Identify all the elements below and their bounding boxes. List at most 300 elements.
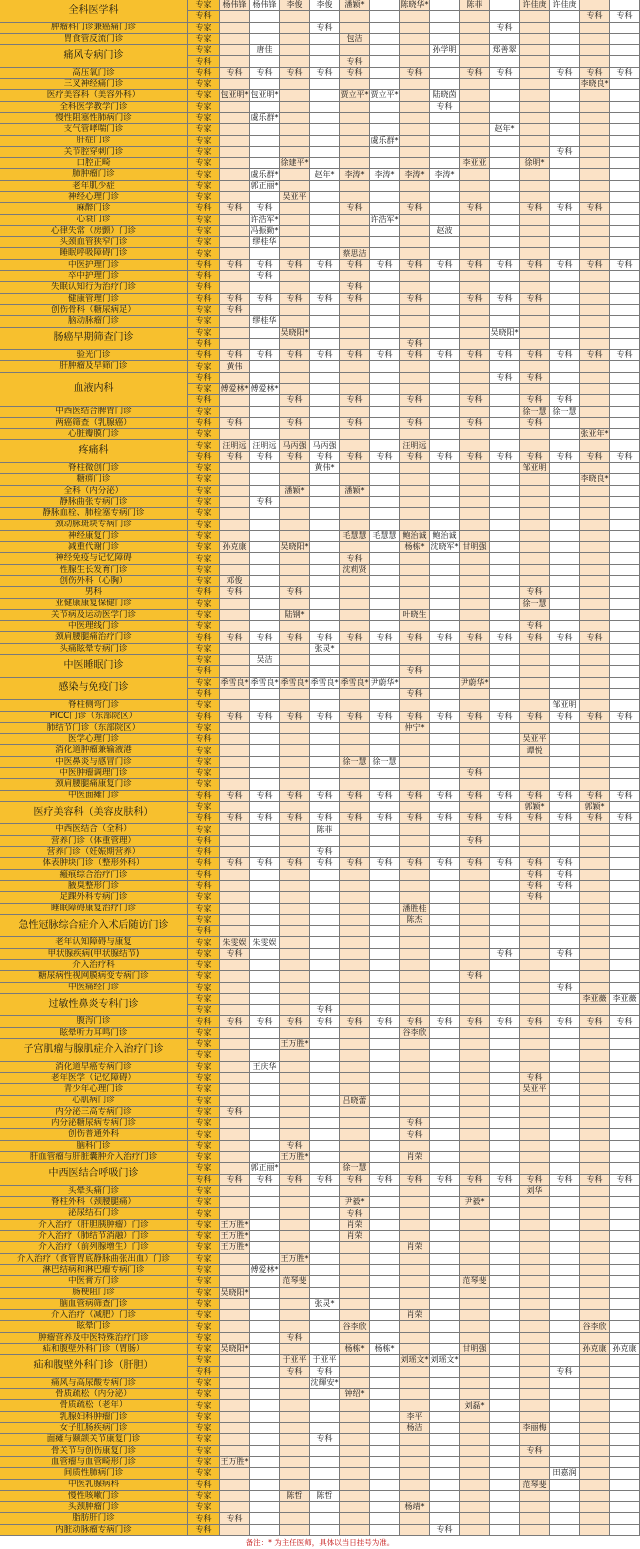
department-name: 高压氧门诊 [0, 68, 188, 79]
schedule-cell [370, 1355, 400, 1366]
schedule-cell [220, 1468, 250, 1479]
schedule-cell [610, 847, 640, 858]
schedule-cell: 专科 [430, 1175, 460, 1186]
schedule-cell: 谷李欣 [340, 1321, 370, 1332]
schedule-cell [460, 1039, 490, 1050]
schedule-cell: 专科 [280, 418, 310, 429]
schedule-cell [400, 158, 430, 169]
schedule-cell [340, 870, 370, 881]
schedule-cell [520, 497, 550, 508]
schedule-cell [520, 1118, 550, 1129]
schedule-cell [550, 1389, 580, 1400]
schedule-cell: 专科 [220, 1016, 250, 1027]
schedule-cell [250, 915, 280, 926]
schedule-cell: 专科 [610, 712, 640, 723]
schedule-cell [310, 745, 340, 756]
schedule-cell [340, 1141, 370, 1152]
schedule-cell [400, 45, 430, 56]
schedule-cell [520, 836, 550, 847]
schedule-cell [370, 1288, 400, 1299]
schedule-cell [610, 407, 640, 418]
schedule-cell [220, 1276, 250, 1287]
schedule-cell [370, 395, 400, 406]
schedule-cell [430, 1118, 460, 1129]
schedule-cell [430, 768, 460, 779]
schedule-cell: 张灵* [310, 644, 340, 655]
schedule-cell [340, 361, 370, 372]
schedule-cell: 孙克康 [610, 1344, 640, 1355]
schedule-cell [310, 1321, 340, 1332]
schedule-cell [580, 136, 610, 147]
clinic-type: 专家 [188, 1129, 220, 1140]
schedule-cell: 专科 [490, 68, 520, 79]
schedule-cell [280, 520, 310, 531]
schedule-cell [370, 192, 400, 203]
schedule-cell: 专科 [610, 1175, 640, 1186]
schedule-cell [490, 689, 520, 700]
schedule-cell [250, 1480, 280, 1491]
schedule-cell: 冯振勤* [250, 226, 280, 237]
schedule-cell [550, 655, 580, 666]
schedule-cell [340, 1062, 370, 1073]
schedule-cell [430, 1073, 460, 1084]
schedule-cell [460, 700, 490, 711]
schedule-cell [370, 1242, 400, 1253]
clinic-type: 专家 [188, 192, 220, 203]
schedule-cell [460, 316, 490, 327]
schedule-cell: 杨栋* [340, 1344, 370, 1355]
schedule-cell [280, 892, 310, 903]
schedule-cell [580, 271, 610, 282]
schedule-cell [550, 520, 580, 531]
clinic-type: 专家 [188, 1457, 220, 1468]
schedule-cell [370, 994, 400, 1005]
schedule-cell [340, 779, 370, 790]
schedule-cell [580, 1096, 610, 1107]
schedule-cell: 专科 [400, 339, 430, 350]
schedule-cell [400, 1378, 430, 1389]
schedule-cell [280, 181, 310, 192]
schedule-cell [490, 644, 520, 655]
schedule-cell [490, 768, 520, 779]
schedule-cell: 潘胜桂 [400, 904, 430, 915]
schedule-cell [400, 282, 430, 293]
schedule-cell [610, 1423, 640, 1434]
schedule-cell [280, 373, 310, 384]
schedule-cell [550, 1276, 580, 1287]
schedule-cell [280, 1288, 310, 1299]
clinic-type: 专家 [188, 508, 220, 519]
schedule-cell [580, 373, 610, 384]
schedule-cell [220, 328, 250, 339]
schedule-cell [250, 34, 280, 45]
schedule-cell [220, 1299, 250, 1310]
department-name: 中西医结合（全科） [0, 824, 188, 835]
schedule-cell [250, 1412, 280, 1423]
schedule-cell: 徐一慧 [550, 407, 580, 418]
schedule-cell [370, 937, 400, 948]
schedule-cell [280, 994, 310, 1005]
schedule-cell [340, 474, 370, 485]
schedule-cell: 专科 [280, 350, 310, 361]
schedule-cell [280, 497, 310, 508]
schedule-cell [490, 1491, 520, 1502]
schedule-cell [400, 474, 430, 485]
schedule-cell [370, 34, 400, 45]
schedule-cell [520, 1288, 550, 1299]
schedule-cell [310, 576, 340, 587]
clinic-type: 专家 [188, 937, 220, 948]
schedule-cell: 专科 [460, 68, 490, 79]
schedule-cell [610, 1096, 640, 1107]
schedule-cell: 专科 [490, 373, 520, 384]
schedule-cell: 季雪良* [220, 678, 250, 689]
schedule-cell: 专科 [340, 294, 370, 305]
schedule-cell [340, 407, 370, 418]
schedule-cell [490, 339, 520, 350]
schedule-cell [580, 486, 610, 497]
schedule-cell [490, 1400, 520, 1411]
schedule-cell [400, 553, 430, 564]
schedule-cell: 专科 [460, 260, 490, 271]
schedule-cell: 专科 [280, 632, 310, 643]
department-name: 腹泻门诊 [0, 1016, 188, 1027]
schedule-cell [580, 926, 610, 937]
department-name: 介入治疗（食管胃底静脉曲张出血）门诊 [0, 1254, 188, 1265]
schedule-cell [610, 1186, 640, 1197]
schedule-cell [580, 181, 610, 192]
schedule-cell [220, 599, 250, 610]
schedule-cell [340, 971, 370, 982]
schedule-cell [250, 395, 280, 406]
schedule-cell [520, 215, 550, 226]
schedule-cell [550, 666, 580, 677]
schedule-cell [400, 802, 430, 813]
schedule-cell: 毛慧慧 [370, 531, 400, 542]
schedule-cell [370, 497, 400, 508]
schedule-cell [490, 960, 520, 971]
clinic-type: 专家 [188, 1254, 220, 1265]
schedule-cell: 专科 [400, 452, 430, 463]
schedule-cell [490, 779, 520, 790]
schedule-cell [250, 542, 280, 553]
schedule-cell: 专科 [400, 858, 430, 869]
schedule-cell: 专科 [280, 858, 310, 869]
schedule-cell: 专科 [490, 632, 520, 643]
schedule-cell [400, 599, 430, 610]
schedule-cell [580, 23, 610, 34]
schedule-cell [220, 666, 250, 677]
schedule-cell [220, 1378, 250, 1389]
schedule-cell [430, 474, 460, 485]
clinic-type: 专科 [188, 339, 220, 350]
schedule-cell [250, 158, 280, 169]
schedule-cell: 季雪良* [250, 678, 280, 689]
schedule-cell [220, 1050, 250, 1061]
schedule-cell [280, 779, 310, 790]
schedule-cell: 专科 [280, 1016, 310, 1027]
schedule-cell [550, 1186, 580, 1197]
schedule-cell [580, 520, 610, 531]
schedule-cell [340, 994, 370, 1005]
clinic-type: 专科 [188, 282, 220, 293]
schedule-cell [340, 1288, 370, 1299]
schedule-cell [610, 45, 640, 56]
department-name: 医疗美容科（美容外科） [0, 90, 188, 101]
schedule-cell [520, 1152, 550, 1163]
clinic-type: 专家 [188, 124, 220, 135]
schedule-cell [340, 1084, 370, 1095]
schedule-cell [520, 1299, 550, 1310]
schedule-cell: 专科 [430, 1525, 460, 1536]
schedule-cell [430, 1468, 460, 1479]
schedule-cell [490, 587, 520, 598]
schedule-cell [250, 1434, 280, 1445]
schedule-cell [250, 1344, 280, 1355]
schedule-cell: 专科 [430, 102, 460, 113]
schedule-cell [250, 361, 280, 372]
schedule-cell [610, 632, 640, 643]
schedule-cell [430, 248, 460, 259]
schedule-cell [580, 553, 610, 564]
schedule-cell [370, 870, 400, 881]
schedule-cell [490, 1163, 520, 1174]
schedule-cell [310, 520, 340, 531]
schedule-cell [250, 1050, 280, 1061]
schedule-cell [520, 45, 550, 56]
schedule-cell [610, 79, 640, 90]
schedule-cell [430, 587, 460, 598]
schedule-cell [250, 531, 280, 542]
department-name: 脂肪肝门诊 [0, 1513, 188, 1524]
schedule-cell [220, 102, 250, 113]
schedule-cell [580, 971, 610, 982]
schedule-cell: 专科 [430, 350, 460, 361]
schedule-cell [610, 858, 640, 869]
schedule-cell [280, 23, 310, 34]
schedule-cell [610, 553, 640, 564]
schedule-cell [340, 147, 370, 158]
schedule-cell [430, 1434, 460, 1445]
schedule-cell [610, 34, 640, 45]
schedule-cell: 专科 [250, 68, 280, 79]
schedule-cell [280, 384, 310, 395]
schedule-cell: 尹蔚华* [460, 678, 490, 689]
schedule-cell [280, 305, 310, 316]
schedule-cell [400, 960, 430, 971]
schedule-cell [610, 678, 640, 689]
clinic-type: 专家 [188, 1073, 220, 1084]
schedule-cell: 专科 [520, 870, 550, 881]
schedule-cell [340, 339, 370, 350]
schedule-cell: 李晓良* [580, 79, 610, 90]
schedule-cell: 专科 [250, 791, 280, 802]
schedule-cell [610, 508, 640, 519]
schedule-cell: 专科 [520, 892, 550, 903]
schedule-cell [250, 1491, 280, 1502]
schedule-cell [520, 565, 550, 576]
schedule-cell [250, 1084, 280, 1095]
schedule-cell: 孙学明 [430, 45, 460, 56]
schedule-cell [220, 926, 250, 937]
schedule-cell [310, 316, 340, 327]
schedule-cell [580, 497, 610, 508]
schedule-cell: 专科 [400, 1016, 430, 1027]
clinic-type: 专家 [188, 486, 220, 497]
schedule-cell [550, 892, 580, 903]
schedule-cell [220, 45, 250, 56]
schedule-cell [490, 892, 520, 903]
department-name: 痛风与高尿酸专病门诊 [0, 1378, 188, 1389]
schedule-cell [610, 215, 640, 226]
schedule-cell [430, 1197, 460, 1208]
schedule-cell [460, 1096, 490, 1107]
schedule-cell [400, 147, 430, 158]
schedule-cell [430, 904, 460, 915]
schedule-cell [460, 949, 490, 960]
schedule-cell: 专科 [580, 68, 610, 79]
schedule-cell [370, 1412, 400, 1423]
schedule-cell [460, 486, 490, 497]
schedule-cell: 专科 [340, 1175, 370, 1186]
schedule-cell [520, 1412, 550, 1423]
schedule-cell [280, 1220, 310, 1231]
schedule-cell: 专科 [460, 1175, 490, 1186]
schedule-cell [220, 373, 250, 384]
schedule-cell: 专科 [280, 587, 310, 598]
schedule-cell [550, 757, 580, 768]
schedule-cell: 专科 [550, 712, 580, 723]
schedule-cell [490, 1457, 520, 1468]
schedule-cell [400, 576, 430, 587]
schedule-cell [220, 508, 250, 519]
schedule-cell [460, 113, 490, 124]
schedule-cell [580, 1288, 610, 1299]
schedule-cell [490, 181, 520, 192]
schedule-cell [520, 282, 550, 293]
schedule-cell [310, 1220, 340, 1231]
schedule-cell: 专科 [580, 1175, 610, 1186]
schedule-cell [310, 1141, 340, 1152]
clinic-type: 专科 [188, 1367, 220, 1378]
schedule-cell [400, 520, 430, 531]
schedule-cell [430, 463, 460, 474]
schedule-cell [370, 621, 400, 632]
schedule-cell [490, 248, 520, 259]
schedule-cell [610, 1333, 640, 1344]
schedule-cell: 刘磊* [460, 1400, 490, 1411]
schedule-cell: 专科 [490, 294, 520, 305]
schedule-cell [370, 1389, 400, 1400]
schedule-cell: 包亚明* [250, 90, 280, 101]
schedule-cell: 专科 [550, 1175, 580, 1186]
schedule-cell [400, 1039, 430, 1050]
schedule-cell [310, 1197, 340, 1208]
schedule-cell [490, 1333, 520, 1344]
schedule-cell [490, 915, 520, 926]
schedule-cell [310, 994, 340, 1005]
schedule-cell [520, 983, 550, 994]
department-name: 中西医结合呼吸门诊 [0, 1163, 188, 1186]
schedule-cell: 专科 [460, 418, 490, 429]
schedule-cell [370, 1208, 400, 1219]
schedule-cell [580, 395, 610, 406]
schedule-cell [610, 158, 640, 169]
schedule-cell [430, 56, 460, 67]
schedule-cell [610, 599, 640, 610]
schedule-cell [280, 124, 310, 135]
schedule-cell [550, 1084, 580, 1095]
schedule-cell: 专科 [490, 23, 520, 34]
schedule-cell: 专科 [220, 1513, 250, 1524]
schedule-cell [430, 395, 460, 406]
schedule-cell: 专科 [490, 813, 520, 824]
schedule-cell [460, 881, 490, 892]
schedule-cell: 专科 [370, 1175, 400, 1186]
schedule-cell: 范琴斐 [280, 1276, 310, 1287]
schedule-cell [580, 56, 610, 67]
schedule-cell [610, 1220, 640, 1231]
schedule-cell [580, 610, 610, 621]
schedule-cell [610, 949, 640, 960]
clinic-type: 专家 [188, 136, 220, 147]
schedule-cell [610, 1480, 640, 1491]
schedule-cell [310, 56, 340, 67]
schedule-cell [430, 745, 460, 756]
schedule-cell [580, 339, 610, 350]
schedule-cell [370, 610, 400, 621]
schedule-cell [460, 1468, 490, 1479]
department-name: 介入治疗科 [0, 960, 188, 971]
schedule-cell: 专科 [460, 712, 490, 723]
schedule-cell [490, 1107, 520, 1118]
schedule-cell [490, 192, 520, 203]
schedule-cell: 专科 [310, 294, 340, 305]
schedule-cell [310, 395, 340, 406]
schedule-cell [430, 734, 460, 745]
schedule-cell: 专科 [340, 1016, 370, 1027]
schedule-cell [430, 203, 460, 214]
schedule-cell [520, 1254, 550, 1265]
schedule-cell [520, 1344, 550, 1355]
schedule-cell: 李俊 [280, 0, 310, 11]
schedule-cell: 蔡思洁 [340, 248, 370, 259]
schedule-cell [250, 1254, 280, 1265]
clinic-type: 专家 [188, 0, 220, 11]
department-name: 肿瘤科门诊兼癌痛门诊 [0, 23, 188, 34]
clinic-type: 专家 [188, 474, 220, 485]
schedule-cell [490, 576, 520, 587]
schedule-cell [520, 678, 550, 689]
schedule-cell [310, 666, 340, 677]
schedule-cell [220, 531, 250, 542]
schedule-cell: 专科 [550, 632, 580, 643]
schedule-cell [460, 655, 490, 666]
clinic-type: 专科 [188, 373, 220, 384]
clinic-type: 专家 [188, 553, 220, 564]
schedule-cell: 专科 [310, 1434, 340, 1445]
schedule-cell: 专科 [460, 768, 490, 779]
clinic-type: 专科 [188, 260, 220, 271]
schedule-cell [490, 102, 520, 113]
schedule-cell: 专科 [460, 971, 490, 982]
schedule-cell [550, 1299, 580, 1310]
schedule-cell [460, 463, 490, 474]
schedule-cell [580, 904, 610, 915]
schedule-cell [490, 870, 520, 881]
schedule-cell [250, 248, 280, 259]
schedule-cell [610, 1141, 640, 1152]
